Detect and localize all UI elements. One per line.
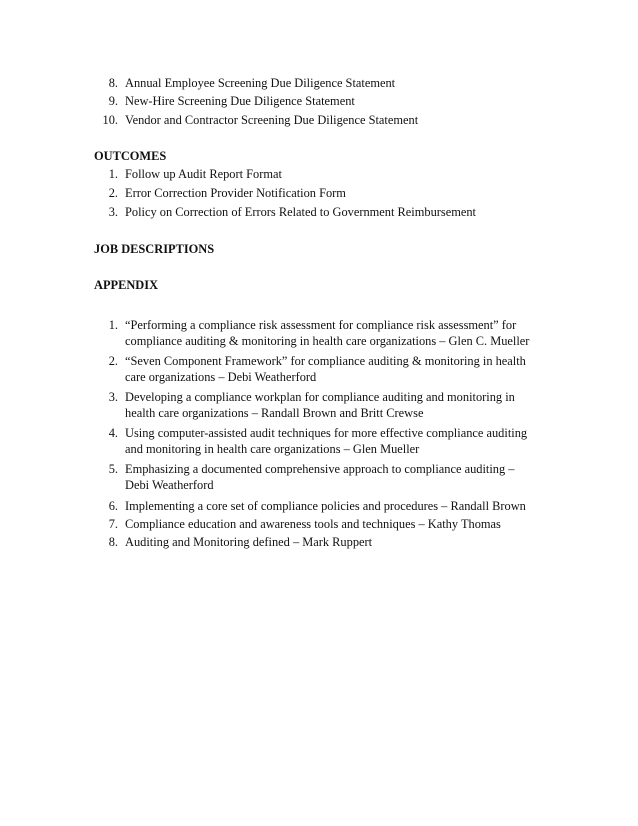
list-item-text-line1: Implementing a core set of compliance policies and procedures – Randall Brown — [125, 499, 526, 513]
list-item — [94, 516, 564, 532]
list-item — [94, 93, 554, 109]
appendix-heading: APPENDIX — [94, 278, 159, 292]
list-item-number: 2. — [108, 354, 118, 368]
list-item-number: 2. — [108, 186, 118, 200]
list-item-text: Follow up Audit Report Format — [125, 167, 282, 181]
list-item — [94, 425, 564, 457]
list-item-text-line2: Debi Weatherford — [125, 478, 214, 492]
list-item-number: 9. — [108, 94, 118, 108]
list-item-text-line1: Developing a compliance workplan for compliance auditing and monitoring in — [125, 390, 515, 404]
list-item-text-line2: care organizations – Debi Weatherford — [125, 370, 317, 384]
list-item — [94, 317, 564, 349]
list-item-number: 7. — [108, 517, 118, 531]
list-item — [94, 353, 564, 385]
list-item-text-line2: compliance auditing & monitoring in health care organizations – Glen C. Mueller — [125, 334, 530, 348]
list-item — [94, 112, 554, 128]
list-item-text-line1: “Performing a compliance risk assessment for compliance risk assessment” for — [125, 318, 517, 332]
list-item-text-line2: health care organizations – Randall Brown and Britt Crewse — [125, 406, 424, 420]
list-item — [94, 75, 554, 91]
list-item-text: Vendor and Contractor Screening Due Diligence Statement — [125, 113, 419, 127]
list-item-text: New-Hire Screening Due Diligence Statement — [125, 94, 355, 108]
list-item-number: 8. — [108, 535, 118, 549]
list-item-number: 1. — [108, 167, 118, 181]
list-item-number: 3. — [108, 205, 118, 219]
list-item-number: 5. — [108, 462, 118, 476]
list-item-text: Policy on Correction of Errors Related to Government Reimbursement — [125, 205, 476, 219]
list-item-text-line1: Emphasizing a documented comprehensive approach to compliance auditing – — [125, 462, 515, 476]
list-item — [94, 534, 564, 550]
job-descriptions-heading: JOB DESCRIPTIONS — [94, 242, 215, 256]
list-item-text-line1: Auditing and Monitoring defined – Mark Ruppert — [125, 535, 373, 549]
list-item-number: 6. — [108, 499, 118, 513]
list-item-text-line1: Compliance education and awareness tools and techniques – Kathy Thomas — [125, 517, 501, 531]
list-item-number: 8. — [108, 76, 118, 90]
list-item-number: 4. — [108, 426, 118, 440]
list-item-number: 1. — [108, 318, 118, 332]
list-item — [94, 166, 554, 182]
list-item-text-line1: “Seven Component Framework” for compliance auditing & monitoring in health — [125, 354, 526, 368]
list-item — [94, 204, 554, 220]
list-item — [94, 461, 564, 493]
list-item-text: Error Correction Provider Notification Form — [125, 186, 346, 200]
list-item — [94, 498, 564, 514]
outcomes-heading: OUTCOMES — [94, 149, 167, 163]
list-item-text: Annual Employee Screening Due Diligence Statement — [125, 76, 396, 90]
list-item-number: 3. — [108, 390, 118, 404]
list-item-number: 10. — [102, 113, 118, 127]
list-item — [94, 185, 554, 201]
list-item-text-line1: Using computer-assisted audit techniques for more effective compliance auditing — [125, 426, 528, 440]
list-item-text-line2: and monitoring in health care organizations – Glen Mueller — [125, 442, 420, 456]
list-item — [94, 389, 564, 421]
